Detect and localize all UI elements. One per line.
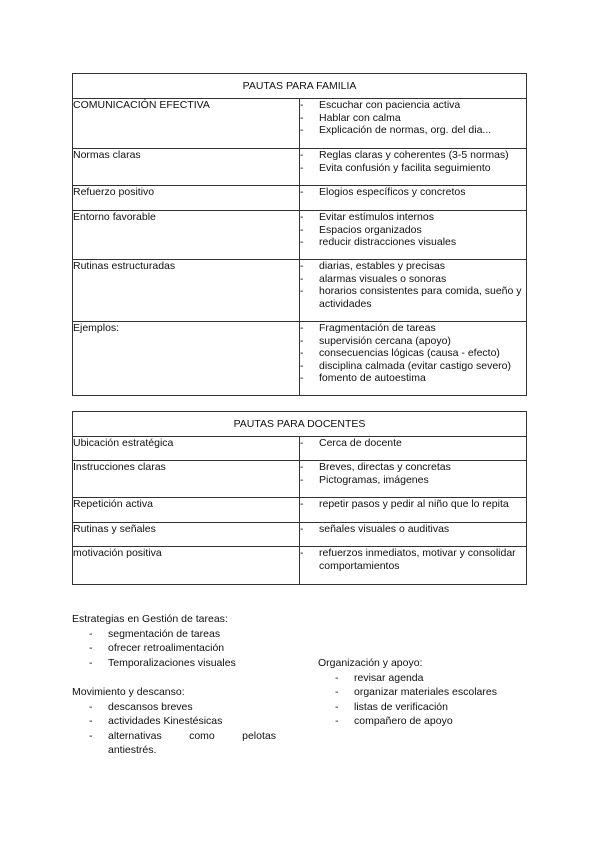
- table-row: [73, 186, 527, 211]
- organization-list: [318, 671, 538, 729]
- row-label: Refuerzo positivo: [73, 186, 300, 211]
- list-item: - Reglas claras y coherentes (3-5 normas): [300, 149, 526, 162]
- list-item: - supervisión cercana (apoyo): [300, 335, 526, 348]
- table-row: [73, 437, 527, 461]
- movement-list: [72, 700, 312, 758]
- table-row: [73, 149, 527, 186]
- item-list: [300, 461, 526, 486]
- list-item: - Explicación de normas, org. del dia...: [300, 124, 526, 137]
- list-item: - reducir distracciones visuales: [300, 236, 526, 249]
- item-list: [300, 322, 526, 385]
- table-row: [73, 498, 527, 523]
- row-label: motivación positiva: [73, 547, 300, 585]
- table-row: [73, 547, 527, 585]
- item-list: [300, 149, 526, 174]
- item-list: [300, 186, 526, 199]
- task-management-section: [72, 612, 312, 670]
- list-item: - descansos breves: [89, 700, 312, 715]
- list-item: - compañero de apoyo: [335, 714, 538, 729]
- table-row: [73, 211, 527, 260]
- family-guidelines-table: [72, 73, 527, 396]
- list-item: - Evitar estímulos internos: [300, 211, 526, 224]
- item-list: [300, 498, 526, 511]
- list-item: - segmentación de tareas: [89, 627, 312, 642]
- item-list: [300, 99, 526, 137]
- item-list: [300, 523, 526, 536]
- list-item: - señales visuales o auditivas: [300, 523, 526, 536]
- list-item: - refuerzos inmediatos, motivar y consolidar comportamientos: [300, 547, 526, 572]
- list-item: - organizar materiales escolares: [335, 685, 538, 700]
- list-item: - Pictogramas, imágenes: [300, 474, 526, 487]
- item-list: [300, 437, 526, 450]
- row-label: Instrucciones claras: [73, 461, 300, 498]
- task-list: [72, 627, 312, 671]
- organization-support-section: [318, 656, 538, 729]
- row-label: Normas claras: [73, 149, 300, 186]
- teacher-table-header-row: [73, 412, 527, 437]
- section-heading: Organización y apoyo:: [318, 657, 423, 669]
- list-item: - Espacios organizados: [300, 224, 526, 237]
- list-item: - repetir pasos y pedir al niño que lo repita: [300, 498, 526, 511]
- list-item: - ofrecer retroalimentación: [89, 641, 312, 656]
- list-item: - horarios consistentes para comida, sueño y actividades: [300, 285, 526, 310]
- item-list: [300, 547, 526, 572]
- list-item: - alternativas como pelotas antiestrés.: [89, 729, 276, 758]
- list-item: - Elogios específicos y concretos: [300, 186, 526, 199]
- list-item: - alarmas visuales o sonoras: [300, 273, 526, 286]
- list-item: - Breves, directas y concretas: [300, 461, 526, 474]
- row-label: Ubicación estratégica: [73, 437, 300, 461]
- list-item: - Temporalizaciones visuales: [89, 656, 312, 671]
- teacher-guidelines-table: [72, 411, 527, 585]
- table-row: [73, 322, 527, 396]
- section-heading: Movimiento y descanso:: [72, 686, 185, 698]
- section-heading: Estrategias en Gestión de tareas:: [72, 613, 228, 625]
- list-item: - listas de verificación: [335, 700, 538, 715]
- row-label: COMUNICACIÓN EFECTIVA: [73, 99, 300, 149]
- item-list: [300, 211, 526, 249]
- table-row: [73, 260, 527, 322]
- list-item: - fomento de autoestima: [300, 372, 526, 385]
- list-item: - consecuencias lógicas (causa - efecto): [300, 347, 526, 360]
- row-label: Rutinas estructuradas: [73, 260, 300, 322]
- table-row: [73, 99, 527, 149]
- row-label: Repetición activa: [73, 498, 300, 523]
- list-item: - Fragmentación de tareas: [300, 322, 526, 335]
- list-item: - disciplina calmada (evitar castigo severo): [300, 360, 526, 373]
- row-label: Entorno favorable: [73, 211, 300, 260]
- list-item: - revisar agenda: [335, 671, 538, 686]
- table-row: [73, 461, 527, 498]
- list-item: - Hablar con calma: [300, 112, 526, 125]
- row-label: Rutinas y señales: [73, 523, 300, 547]
- item-list: [300, 260, 526, 310]
- list-item: - actividades Kinestésicas: [89, 714, 312, 729]
- list-item: - Escuchar con paciencia activa: [300, 99, 526, 112]
- teacher-table-title: PAUTAS PARA DOCENTES: [73, 412, 527, 437]
- row-label: Ejemplos:: [73, 322, 300, 396]
- list-item: - Cerca de docente: [300, 437, 526, 450]
- list-item: - diarias, estables y precisas: [300, 260, 526, 273]
- movement-rest-section: [72, 685, 312, 758]
- list-item: - Evita confusión y facilita seguimiento: [300, 162, 526, 175]
- family-table-header-row: [73, 74, 527, 99]
- family-table-title: PAUTAS PARA FAMILIA: [73, 74, 527, 99]
- table-row: [73, 523, 527, 547]
